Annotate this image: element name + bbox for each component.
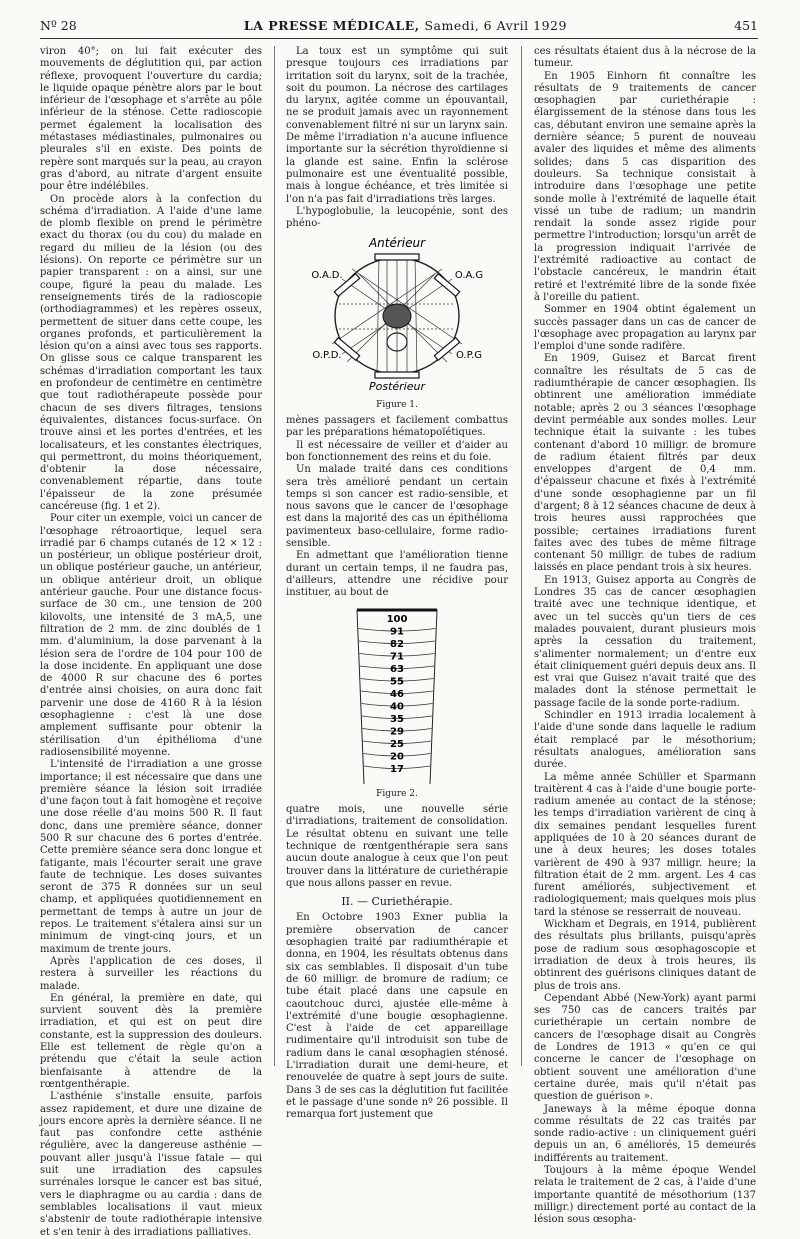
- isodose-value: 25: [390, 738, 404, 750]
- paragraph: Après l'application de ces doses, il restera à surveiller les réactions du malade.: [40, 955, 262, 992]
- figure-1: [286, 234, 508, 411]
- column-3: [534, 46, 756, 1226]
- depth-dose-svg: [322, 604, 472, 784]
- lesion: [383, 304, 411, 328]
- fig1-opg-label: O.P.G: [455, 350, 483, 362]
- paragraph: En général, la première en date, qui survient souvent dès la première irradiation, et qui est on peut dire constante, est la suppression des douleurs. Elle est tellement de règle qu'on a prétendu que c'était la seule action bienfaisante à attendre de la rœntgenthérapie.: [40, 992, 262, 1090]
- isodose-value: 40: [390, 701, 404, 712]
- issue-date: Samedi, 6 Avril 1929: [424, 18, 567, 33]
- isodose-value: 46: [390, 688, 404, 700]
- column-2: [286, 46, 508, 1121]
- paragraph: Un malade traité dans ces conditions sera très amélioré pendant un certain temps si son cancer est radio-sensible, et nous savons que le cancer de l'œsophage est dans la majorité des cas un épithélioma pavimenteux baso-cellulaire, forme radio-sensible.: [286, 464, 508, 550]
- paragraph: Il est nécessaire de veiller et d'aider au bon fonctionnement des reins et du foie.: [286, 439, 508, 463]
- paragraph: En 1909, Guisez et Barcat firent connaître les résultats de 5 cas de radiumthérapie de cancer œsophagien. Ils obtinrent une amélioration immédiate notable; après 2 ou 3 séances l'œsophage devint perméable aux sondes molles. Leur technique était la suivante : les tubes contenant d'abord 10 milligr. de bromure de radium étaient filtrés par deux enveloppes d'argent de 0,4 mm. d'épaisseur chacune et fixés à l'extrémité d'une sonde œsophagienne par un fil d'argent; 8 à 12 séances chacune de deux à trois heures aussi rapprochées que possible; certaines irradiations furent faites avec des tubes de même filtrage contenant 50 milligr. de tubes de radium laissés en place pendant trois à six heures.: [534, 353, 756, 574]
- paragraph: ces résultats étaient dus à la nécrose de la tumeur.: [534, 46, 756, 70]
- isodose-value: 35: [390, 713, 404, 725]
- fig1-anterior-label: Antérieur: [368, 236, 426, 251]
- isodose-value: 91: [390, 626, 404, 637]
- paragraph: viron 40°; on lui fait exécuter des mouvements de déglutition qui, par action réflexe, provoquent l'ouverture du cardia; le liquide opaque pénètre alors par le bout inférieur de l'œsophage et s'arrête au pôle inférieur de la sténose. Cette radioscopie permet également la localisation des métastases médiastinales, pulmonaires ou pleurales s'il en existe. Des points de repère sont marqués sur la peau, au crayon gras d'abord, au nitrate d'argent ensuite pour être indélébiles.: [40, 46, 262, 193]
- column-divider: [274, 46, 275, 1066]
- isodose-value: 17: [390, 763, 404, 775]
- figure-2: [286, 604, 508, 801]
- paragraph: Toujours à la même époque Wendel relata le traitement de 2 cas, à l'aide d'une importante quantité de mésothorium (137 milligr.) directement porté au contact de la lésion sous œsopha-: [534, 1165, 756, 1226]
- figure-2-caption: Figure 2.: [376, 788, 418, 799]
- isodose-value: 29: [390, 726, 404, 737]
- irradiation-schema-svg: [297, 234, 497, 394]
- header-rule: [40, 38, 758, 39]
- column-1: [40, 46, 262, 1238]
- isodose-value: 100: [386, 613, 408, 625]
- isodose-value: 55: [390, 676, 404, 687]
- isodose-value: 71: [390, 651, 404, 662]
- paragraph: En 1913, Guisez apporta au Congrès de Londres 35 cas de cancer œsophagien traité avec une technique identique, et avec un tel succès qu'un tiers de ces malades pouvaient, durant plusieurs mois après la cessation du traitement, s'alimenter normalement; un d'entre eux était cliniquement guéri depuis deux ans. Il est vrai que Guisez n'avait traité que des malades dont la sténose permettait le passage facile de la sonde porte-radium.: [534, 574, 756, 709]
- paragraph: On procède alors à la confection du schéma d'irradiation. A l'aide d'une lame de plomb flexible on prend le périmètre exact du thorax (ou du cou) du malade en regard du milieu de la lésion (ou des lésions). On reporte ce périmètre sur un papier transparent : on a ainsi, sur une coupe, figuré la peau du malade. Les renseignements tirés de la radioscopie (orthodiagrammes) et les repères osseux, permettent de situer dans cette coupe, les organes profonds, et particulièrement la lésion qu'on a ainsi avec tous ses rapports. On glisse sous ce calque transparent les schémas d'irradiation comportant les taux en profondeur de centimètre en centimètre que tout radiothérapeute possède pour chacun de ses divers filtrages, tensions équivalentes, distances focus-surface. On trouve ainsi et les portes d'entrées, et les localisateurs, et les constantes électriques, qui permettront, du moins théoriquement, d'obtenir la dose nécessaire, convenablement répartie, dans toute l'épaisseur de la zone présumée cancéreuse (fig. 1 et 2).: [40, 193, 262, 512]
- section-title: II. — Curiethérapie.: [341, 895, 453, 909]
- paragraph: Sommer en 1904 obtint également un succès passager dans un cas de cancer de l'œsophage avec propagation au larynx par l'emploi d'une sonde radifère.: [534, 304, 756, 353]
- paragraph: En Octobre 1903 Exner publia la première observation de cancer œsophagien traité par radiumthérapie et donna, en 1904, les résultats obtenus dans six cas semblables. Il disposait d'un tube de 60 milligr. de bromure de radium; ce tube était placé dans une capsule en caoutchouc durci, ajustée elle-même à l'extrémité d'une bougie œsophagienne. C'est à l'aide de cet appareillage rudimentaire qu'il introduisit son tube de radium dans le canal œsophagien sténosé. L'irradiation durait une demi-heure, et renouvelée de quatre à sept jours de suite. Dans 3 de ses cas la déglutition fut facilitée et le passage d'une sonde nº 26 possible. Il remarqua fort justement que: [286, 912, 508, 1121]
- isodose-value: 82: [390, 638, 404, 650]
- journal-name: LA PRESSE MÉDICALE,: [243, 18, 420, 33]
- isodose-value: 20: [390, 751, 404, 762]
- fig1-oad-label: O.A.D.: [311, 270, 343, 282]
- fig1-posterior-label: Postérieur: [368, 380, 426, 394]
- paragraph: Pour citer un exemple, voici un cancer de l'œsophage rétroaortique, lequel sera irradié par 6 champs cutanés de 12 × 12 : un postérieur, un oblique postérieur droit, un oblique postérieur gauche, un antérieur, un oblique antérieur droit, un oblique antérieur gauche. Pour une distance focus-surface de 30 cm., une tension de 200 kilovolts, une intensité de 3 mA,5, une filtration de 2 mm. de zinc doublés de 1 mm. d'aluminium, la dose parvenant à la lésion sera de l'ordre de 104 pour 100 de la dose incidente. En appliquant une dose de 4000 R sur chacune des 6 portes d'entrée ainsi choisies, on aura donc fait parvenir une dose de 4160 R à la lésion œsophagienne : c'est là une dose amplement suffisante pour obtenir la stérilisation d'un épithélioma d'une radiosensibilité moyenne.: [40, 513, 262, 758]
- page-number: Nº 28: [40, 18, 77, 33]
- journal-title: [244, 18, 567, 33]
- paragraph: La même année Schüller et Sparmann traitèrent 4 cas à l'aide d'une bougie porte-radium amenée au contact de la sténose; les temps d'irradiation varièrent de cinq à dix semaines pendant lesquelles furent appliquées de 10 à 20 séances durant de une à deux heures; les doses totales varièrent de 490 à 937 milligr. heure; la filtration était de 2 mm. argent. Les 4 cas furent améliorés, subjectivement et radiologiquement; mais quelques mois plus tard la sténose se resserrait de nouveau.: [534, 771, 756, 918]
- column-divider: [521, 46, 522, 1066]
- paragraph: quatre mois, une nouvelle série d'irradiations, traitement de consolidation. Le résultat obtenu en suivant une telle technique de rœntgenthérapie sera sans aucun doute analogue à ceux que l'on peut trouver dans la littérature de curiethérapie que nous allons passer en revue.: [286, 804, 508, 889]
- page-number-right: 451: [734, 18, 758, 33]
- paragraph: mènes passagers et facilement combattus par les préparations hématopoïétiques.: [286, 415, 508, 439]
- paragraph: Wickham et Degrais, en 1914, publièrent des résultats plus brillants, puisqu'après pose de radium sous œsophagoscopie et irradiation de deux à trois heures, ils obtinrent des guérisons cliniques datant de plus de trois ans.: [534, 919, 756, 992]
- paragraph: Schindler en 1913 irradia localement à l'aide d'une sonde dans laquelle le radium était remplacé par le mésothorium; résultats analogues, amélioration sans durée.: [534, 710, 756, 771]
- paragraph: Cependant Abbé (New-York) ayant parmi ses 750 cas de cancers traités par curiethérapie un certain nombre de cancers de l'œsophage disait au Congrès de Londres de 1913 « qu'en ce qui concerne le cancer de l'œsophage on obtient souvent une amélioration d'une certaine durée, mais qu'il n'était pas question de guérison ».: [534, 992, 756, 1103]
- paragraph: L'hypoglobulie, la leucopénie, sont des phéno-: [286, 205, 508, 230]
- paragraph: En 1905 Einhorn fit connaître les résultats de 9 traitements de cancer œsophagien par curiethérapie : élargissement de la sténose dans tous les cas, débutant environ une semaine après la dernière séance; 5 purent de nouveau avaler des liquides et même des aliments solides; dans 5 cas disparition des douleurs. Sa technique consistait à introduire dans l'œsophage une petite sonde molle à l'extrémité de laquelle était vissé un tube de radium; un mandrin rendait la sonde assez rigide pour permettre l'introduction; lorsqu'un arrêt de la progression indiquait l'arrivée de l'extrémité radioactive au contact de l'obstacle cancéreux, le mandrin était retiré et l'extrémité libre de la sonde fixée à l'oreille du patient.: [534, 70, 756, 303]
- fig1-oag-label: O.A.G: [454, 270, 484, 282]
- figure-1-caption: Figure 1.: [376, 399, 418, 410]
- paragraph: Janeways à la même époque donna comme résultats de 22 cas traités par sonde radio-active : un cliniquement guéri depuis un an, 6 améliorés, 15 demeurés indifférents au traitement.: [534, 1103, 756, 1164]
- paragraph: L'intensité de l'irradiation a une grosse importance; il est nécessaire que dans une première séance la lésion soit irradiée d'une façon tout à fait homogène et reçoive une dose réelle d'au moins 500 R. Il faut donc, dans une première séance, donner 500 R sur chacune des 6 portes d'entrée. Cette première séance sera donc longue et fatigante, mais l'écourter serait une grave faute de technique. Les doses suivantes seront de 375 R données sur un seul champ, et appliquées quotidiennement en permettant de temps à autre un jour de repos. Le traitement s'étalera ainsi sur un minimum de vingt-cinq jours, et un maximum de trente jours.: [40, 759, 262, 955]
- fig1-opd-label: O.P.D.: [312, 350, 342, 362]
- page-header: [40, 18, 758, 33]
- paragraph: En admettant que l'amélioration tienne durant un certain temps, il ne faudra pas, d'ailleurs, attendre une récidive pour instituer, au bout de: [286, 550, 508, 599]
- isodose-value: 63: [390, 663, 404, 675]
- paragraph: L'asthénie s'installe ensuite, parfois assez rapidement, et dure une dizaine de jours encore après la dernière séance. Il ne faut pas confondre cette asthénie régulière, avec la dangereuse asthénie — pouvant aller jusqu'à l'issue fatale — qui suit une irradiation des capsules surrénales lorsque le cancer est bas situé, vers le diaphragme ou au cardia : dans de semblables localisations il vaut mieux s'abstenir de toute radiothérapie intensive et s'en tenir à des irradiations palliatives.: [40, 1091, 262, 1238]
- paragraph: La toux est un symptôme qui suit presque toujours ces irradiations par irritation soit du larynx, soit de la trachée, soit du poumon. La nécrose des cartilages du larynx, agitée comme un épouvantail, ne se produit jamais avec un rayonnement convenablement filtré ni sur un larynx sain. De même l'irradiation n'a aucune influence importante sur la sécrétion thyroïdienne si la glande est saine. Enfin la sclérose pulmonaire est une éventualité possible, mais à longue échéance, et très limitée si l'on n'a pas fait d'irradiations très larges.: [286, 46, 508, 205]
